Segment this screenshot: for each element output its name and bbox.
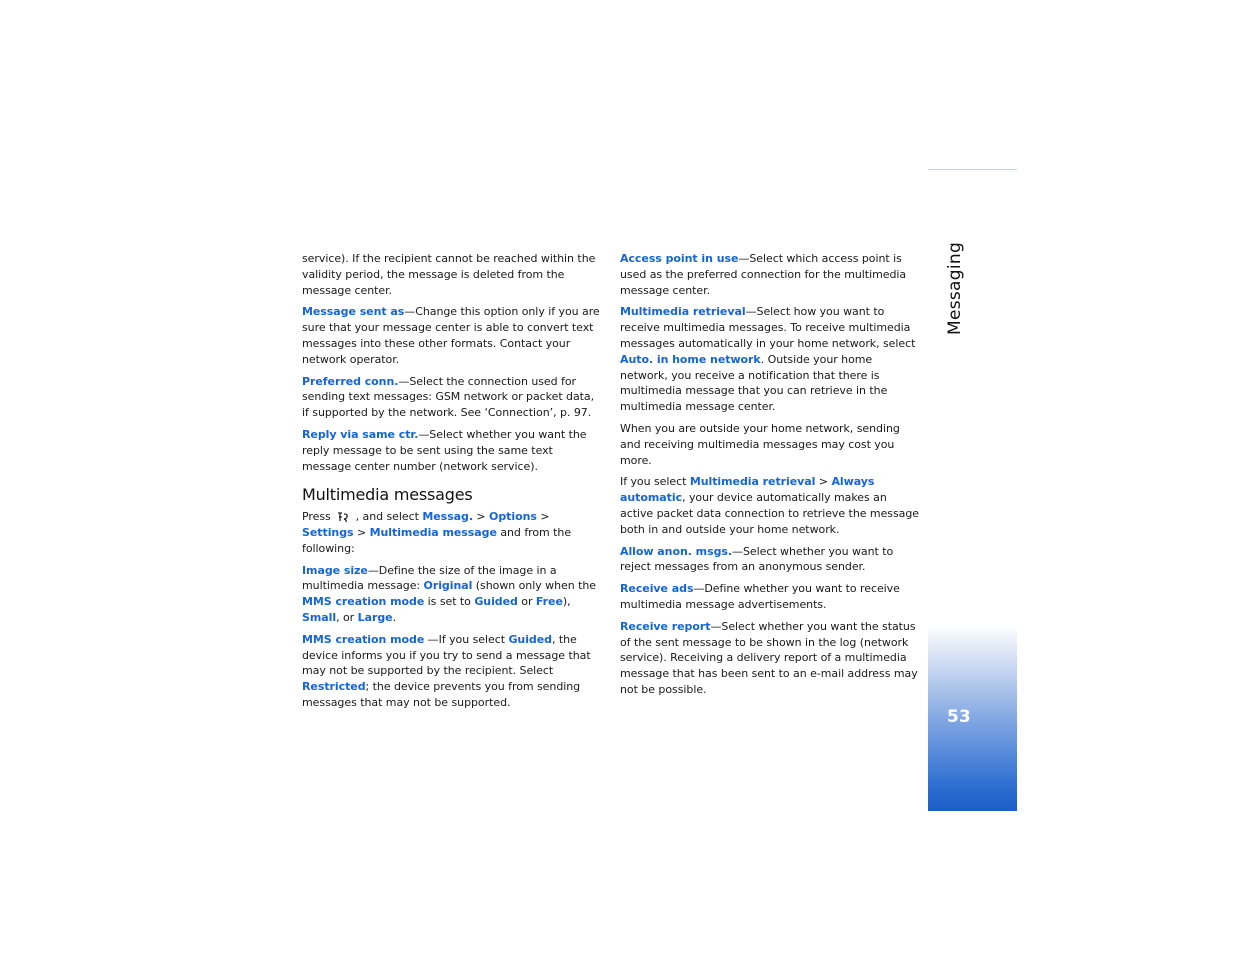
press-instruction: Press , and select Messag. > Options > Settings > Multimedia message and from the following: <box>302 510 572 555</box>
image-size-item: Image size—Define the size of the image in a multimedia message: Original (shown only when the MMS creation mode is set to Guided or Free), Small, or Large. <box>302 563 597 624</box>
always-automatic-term: Always automatic <box>620 475 875 505</box>
multimedia-retrieval-item: Multimedia retrieval—Select how you want to receive multimedia messages. To receive multimedia messages automatically in your home network, select Auto. in home network. Outside your home network, you receive a notification that there is multimedia message that you can retrieve in the multimedia message center. <box>620 305 916 414</box>
guided-term: Guided <box>508 632 552 646</box>
message-sent-as-item: Message sent as—Change this option only if you are sure that your message center is able to convert text messages into these other formats. Contact your network operator. <box>302 305 600 366</box>
mms-creation-mode-term: MMS creation mode <box>302 595 425 609</box>
restricted-term: Restricted <box>302 680 366 694</box>
options-term: Options <box>489 510 537 524</box>
outside-home-note: When you are outside your home network, sending and receiving multimedia messages may cost you more. <box>620 421 900 467</box>
auto-in-home-network-term: Auto. in home network <box>620 352 761 366</box>
free-term: Free <box>535 595 563 609</box>
left-column <box>302 251 602 717</box>
multimedia-retrieval-term: Multimedia retrieval <box>620 305 746 319</box>
mms-creation-mode-term: MMS creation mode <box>302 632 425 646</box>
guided-term: Guided <box>474 595 518 609</box>
reply-via-same-ctr-item: Reply via same ctr.—Select whether you want the reply message to be sent using the same text message center number (network service). <box>302 427 587 473</box>
mms-creation-mode-item: MMS creation mode —If you select Guided, the device informs you if you try to send a message that may not be supported by the recipient. Select Restricted; the device prevents you from sending messages that may not be supported. <box>302 632 591 709</box>
chapter-tab <box>928 169 1017 811</box>
right-column <box>620 251 920 704</box>
always-automatic-item: If you select Multimedia retrieval > Always automatic, your device automatically makes an active packet data connection to retrieve the message both in and outside your home network. <box>620 475 919 536</box>
preferred-conn-item: Preferred conn.—Select the connection used for sending text messages: GSM network or packet data, if supported by the network. See ‘Connection’, p. 97. <box>302 374 595 420</box>
section-heading: Multimedia messages <box>302 485 473 505</box>
access-point-item: Access point in use—Select which access point is used as the preferred connection for the multimedia message center. <box>620 252 907 297</box>
allow-anon-term: Allow anon. msgs. <box>620 544 733 558</box>
chapter-title: Messaging <box>945 241 965 335</box>
message-sent-as-term: Message sent as <box>302 305 405 319</box>
original-term: Original <box>423 579 473 593</box>
reply-via-same-ctr-term: Reply via same ctr. <box>302 427 419 441</box>
multimedia-retrieval-term: Multimedia retrieval <box>689 475 816 489</box>
paragraph-continuation: service). If the recipient cannot be reached within the validity period, the message is deleted from the message center. <box>302 252 596 297</box>
messag-term: Messag. <box>422 510 473 524</box>
receive-ads-item: Receive ads—Define whether you want to receive multimedia message advertisements. <box>620 582 900 611</box>
small-term: Small <box>302 610 337 624</box>
menu-key-icon <box>336 511 350 523</box>
settings-term: Settings <box>302 525 354 539</box>
receive-ads-term: Receive ads <box>620 582 694 596</box>
receive-report-term: Receive report <box>620 619 711 633</box>
image-size-term: Image size <box>302 563 368 577</box>
page-number: 53 <box>947 707 971 727</box>
large-term: Large <box>357 610 393 624</box>
receive-report-item: Receive report—Select whether you want the status of the sent message to be shown in the log (network service). Receiving a delivery report of a multimedia message that has been sent to an e-mail address may not be possible. <box>620 619 918 696</box>
preferred-conn-term: Preferred conn. <box>302 374 399 388</box>
allow-anon-item: Allow anon. msgs.—Select whether you want to reject messages from an anonymous sender. <box>620 544 894 574</box>
access-point-term: Access point in use <box>620 252 739 265</box>
multimedia-message-term: Multimedia message <box>369 525 497 539</box>
